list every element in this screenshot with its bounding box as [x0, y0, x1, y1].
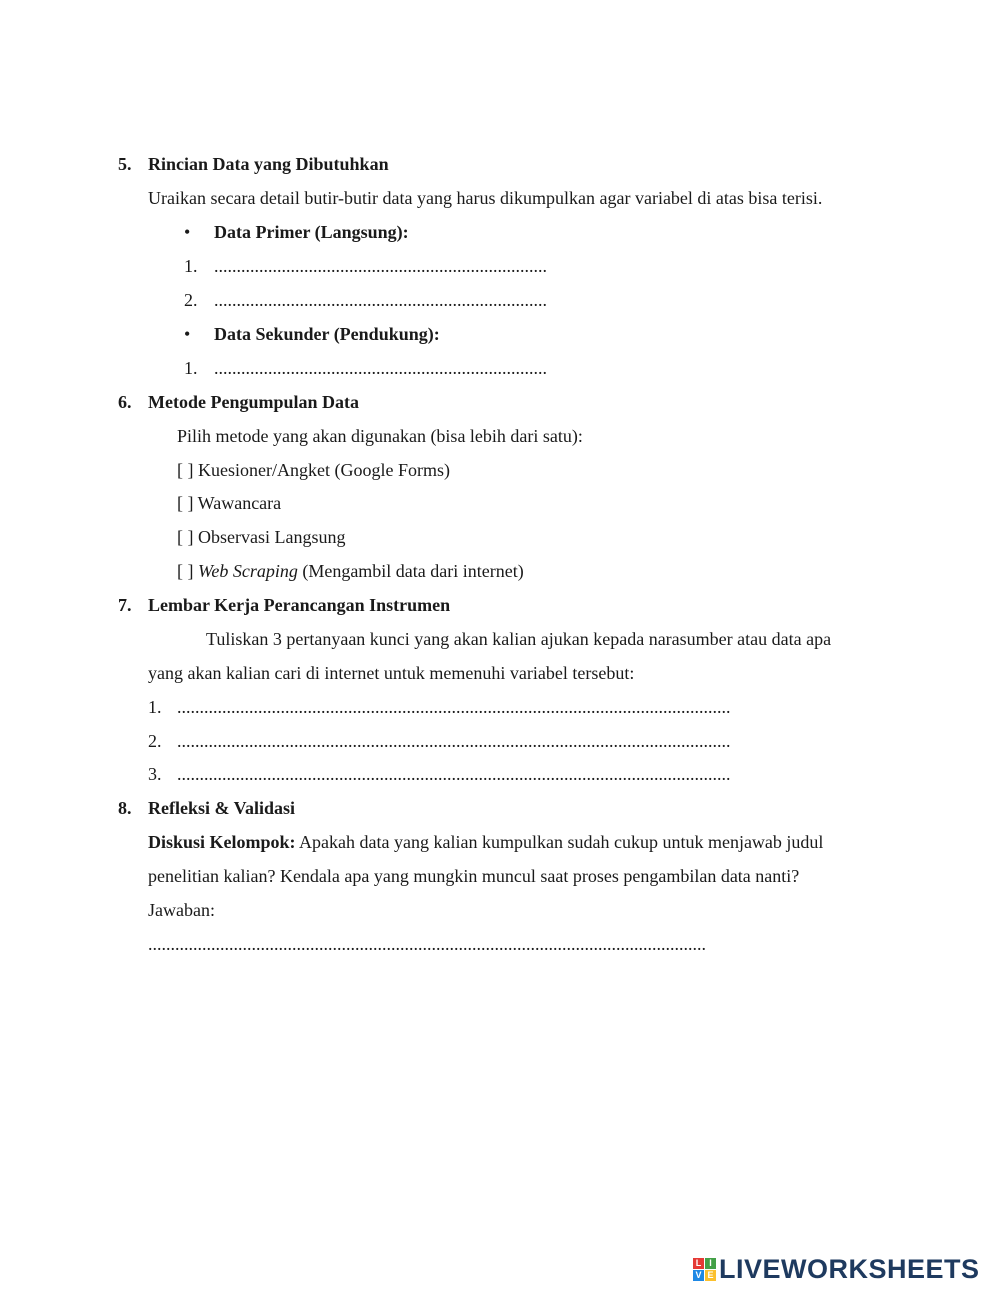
section-5-title: Rincian Data yang Dibutuhkan — [148, 154, 389, 174]
sekunder-answer-line-1[interactable]: .......................................................................... — [214, 358, 547, 378]
data-sekunder-label: Data Sekunder (Pendukung): — [214, 324, 440, 344]
list-number: 2. — [148, 731, 162, 751]
discussion-text: Apakah data yang kalian kumpulkan sudah cukup untuk menjawab judul — [295, 832, 824, 852]
answer-line[interactable]: ............................................................................................................................ — [148, 934, 706, 954]
method-option-web-scraping[interactable] — [177, 560, 524, 582]
section-8-number: 8. — [118, 798, 132, 818]
section-6-number: 6. — [118, 392, 132, 412]
section-6-title: Metode Pengumpulan Data — [148, 392, 359, 412]
section-5-number: 5. — [118, 154, 132, 174]
logo-mark-letter: E — [705, 1270, 716, 1281]
data-primer-label: Data Primer (Langsung): — [214, 222, 409, 242]
section-7-number: 7. — [118, 595, 132, 615]
logo-mark-letter: V — [693, 1270, 704, 1281]
question-answer-line-3[interactable]: ........................................................................................................................... — [177, 764, 731, 784]
question-answer-line-1[interactable]: ........................................................................................................................... — [177, 697, 731, 717]
section-6-intro: Pilih metode yang akan digunakan (bisa lebih dari satu): — [177, 426, 583, 446]
method-option-wawancara[interactable]: [ ] Wawancara — [177, 493, 282, 513]
option-italic-text: Web Scraping — [198, 561, 298, 581]
method-option-observasi[interactable]: [ ] Observasi Langsung — [177, 527, 346, 547]
section-7-paragraph-1: Tuliskan 3 pertanyaan kunci yang akan kalian ajukan kepada narasumber atau data apa — [206, 629, 832, 649]
list-number: 1. — [184, 256, 198, 276]
list-number: 3. — [148, 764, 162, 784]
section-7-title: Lembar Kerja Perancangan Instrumen — [148, 595, 451, 615]
section-8-title: Refleksi & Validasi — [148, 798, 296, 818]
primer-answer-line-2[interactable]: .......................................................................... — [214, 290, 547, 310]
logo-mark-letter: I — [705, 1258, 716, 1269]
option-rest: (Mengambil data dari internet) — [297, 561, 524, 581]
liveworksheets-logo — [693, 1254, 980, 1284]
section-5-description: Uraikan secara detail butir-butir data yang harus dikumpulkan agar variabel di atas bisa terisi. — [148, 188, 823, 208]
logo-text: LIVEWORKSHEETS — [719, 1254, 980, 1284]
logo-mark-letter: L — [693, 1258, 704, 1269]
discussion-line-1 — [148, 831, 823, 853]
list-number: 1. — [148, 697, 162, 717]
option-prefix: [ ] — [177, 561, 198, 581]
question-answer-line-2[interactable]: ........................................................................................................................... — [177, 731, 731, 751]
method-option-kuesioner[interactable]: [ ] Kuesioner/Angket (Google Forms) — [177, 460, 450, 480]
list-number: 1. — [184, 358, 198, 378]
logo-mark-icon — [693, 1258, 716, 1281]
list-number: 2. — [184, 290, 198, 310]
discussion-label: Diskusi Kelompok: — [148, 832, 296, 852]
bullet-icon: • — [184, 324, 191, 344]
section-7-paragraph-2: yang akan kalian cari di internet untuk memenuhi variabel tersebut: — [148, 663, 635, 683]
primer-answer-line-1[interactable]: .......................................................................... — [214, 256, 547, 276]
bullet-icon: • — [184, 222, 191, 242]
discussion-line-2: penelitian kalian? Kendala apa yang mungkin muncul saat proses pengambilan data nanti? — [148, 866, 800, 886]
answer-label: Jawaban: — [148, 900, 215, 920]
